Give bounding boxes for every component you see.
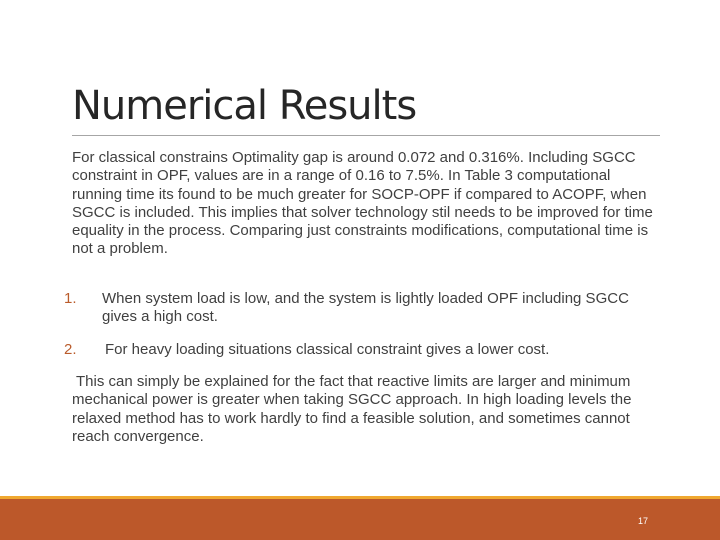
slide-title: Numerical Results [72, 83, 417, 129]
intro-paragraph: For classical constrains Optimality gap is around 0.072 and 0.316%. Including SGCC constraint in OPF, values are in a range of 0.16 to 7.5%. In Table 3 computational running time its found to be much greater for SOCP-OPF if compared to ACOPF, when SGCC is included. This implies that solver technology stil needs to be improved for time equality in the process. Comparing just constraints modifications, computational time is not a problem. [72, 149, 653, 258]
conclusion-paragraph: This can simply be explained for the fact that reactive limits are larger and minimum mechanical power is greater when taking SGCC approach. In high loading levels the relaxed method has to work hardly to find a feasible solution, and sometimes cannot reach convergence. [72, 373, 632, 445]
footer-band [0, 496, 720, 540]
title-divider [72, 135, 660, 136]
page-number: 17 [637, 516, 648, 526]
list-item-text: For heavy loading situations classical constraint gives a lower cost. [105, 341, 550, 358]
list-item-number: 2. [64, 341, 77, 358]
list-item-number: 1. [64, 290, 77, 307]
footer-accent-line [0, 496, 720, 499]
list-item-text: When system load is low, and the system is lightly loaded OPF including SGCC gives a high cost. [102, 290, 629, 326]
